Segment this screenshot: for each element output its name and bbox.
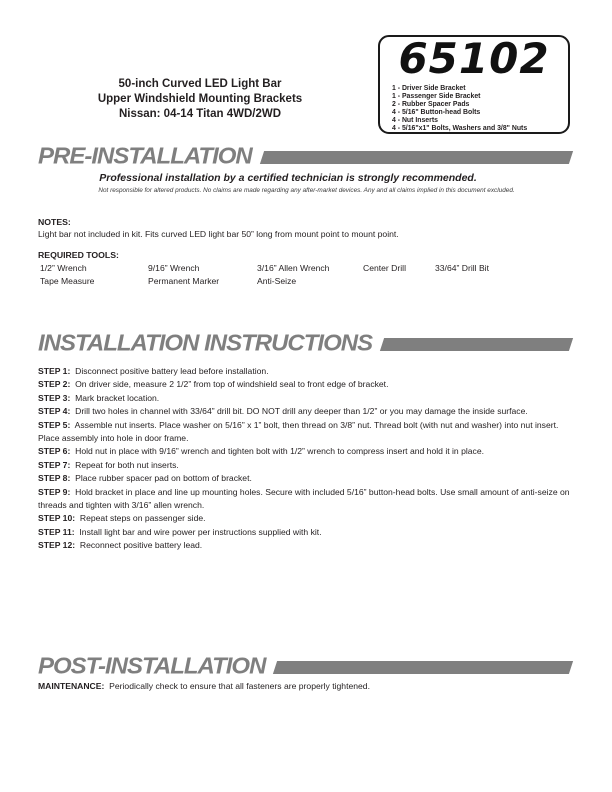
- maintenance-label: MAINTENANCE:: [38, 681, 105, 691]
- tools-row-2: [0, 276, 612, 288]
- step-text: On driver side, measure 2 1/2” from top of windshield seal to front edge of bracket.: [75, 379, 389, 390]
- step-9: [38, 486, 575, 513]
- tool-item: Permanent Marker: [148, 276, 220, 286]
- product-title-line3: Nissan: 04-14 Titan 4WD/2WD: [118, 108, 282, 120]
- required-tools-label: REQUIRED TOOLS:: [38, 250, 119, 260]
- step-text: Repeat for both nut inserts.: [75, 459, 179, 470]
- step-10: [38, 512, 575, 525]
- step-text: Hold nut in place with 9/16” wrench and tighten bolt with 1/2” wrench to compress insert and hold it in place.: [75, 446, 485, 457]
- maintenance-text: Periodically check to ensure that all fasteners are properly tightened.: [109, 681, 370, 691]
- product-title-line1: 50-inch Curved LED Light Bar: [118, 78, 282, 90]
- step-text: Disconnect positive battery lead before installation.: [75, 366, 269, 376]
- step-label: STEP 4:: [38, 406, 71, 417]
- parts-list-item: 4 - Nut Inserts: [392, 117, 438, 124]
- step-label: STEP 9:: [38, 486, 71, 497]
- step-label: STEP 8:: [38, 473, 71, 484]
- tool-item: 33/64” Drill Bit: [435, 263, 489, 273]
- tool-item: 1/2” Wrench: [40, 263, 87, 273]
- step-4: [38, 405, 575, 418]
- parts-list-item: 2 - Rubber Spacer Pads: [392, 101, 470, 108]
- step-text: Mark bracket location.: [75, 392, 160, 403]
- disclaimer-text: Not responsible for altered products. No claims are made regarding any after-market devices. Any and all claims implied in this document excluded.: [98, 187, 515, 194]
- step-label: STEP 7:: [38, 459, 71, 470]
- step-label: STEP 3:: [38, 392, 71, 403]
- parts-list: [392, 85, 564, 133]
- step-label: STEP 6:: [38, 446, 71, 457]
- parts-list-item: 1 - Driver Side Bracket: [392, 85, 466, 92]
- header-bar: [273, 661, 573, 674]
- step-text: Repeat steps on passenger side.: [79, 513, 206, 524]
- step-text: Install light bar and wire power per instructions supplied with kit.: [79, 526, 322, 537]
- step-label: STEP 1:: [38, 366, 71, 376]
- step-7: [38, 459, 575, 472]
- parts-list-item: 1 - Passenger Side Bracket: [392, 93, 481, 100]
- step-text: Place rubber spacer pad on bottom of bracket.: [75, 473, 252, 484]
- section-title: INSTALLATION INSTRUCTIONS: [38, 330, 373, 357]
- recommendation-text: Professional installation by a certified technician is strongly recommended.: [99, 172, 477, 184]
- step-8: [38, 472, 575, 485]
- step-text: Hold bracket in place and line up mounting holes. Secure with included 5/16” button-head bolts. Use small amount of anti-seize on threads and tighten with 3/16” allen wrench.: [38, 486, 570, 511]
- tool-item: 3/16” Allen Wrench: [257, 263, 330, 273]
- section-header-installation-instructions: [38, 332, 575, 356]
- section-title: PRE-INSTALLATION: [38, 143, 252, 170]
- notes-label: NOTES:: [38, 217, 71, 227]
- step-2: [38, 378, 575, 391]
- parts-list-item: 4 - 5/16"x1" Bolts, Washers and 3/8" Nuts: [392, 125, 528, 132]
- step-6: [38, 445, 575, 458]
- step-label: STEP 10:: [38, 513, 76, 524]
- step-label: STEP 5:: [38, 419, 71, 430]
- step-5: [38, 419, 575, 446]
- step-text: Assemble nut inserts. Place washer on 5/16” x 1” bolt, then thread on 3/8” nut. Thread bolt (with nut and washer) into nut insert. Place assembly into hole in door frame.: [38, 419, 559, 444]
- step-1: [38, 365, 575, 378]
- step-text: Drill two holes in channel with 33/64” drill bit. DO NOT drill any deeper than 1/2” or you may damage the inside surface.: [75, 406, 528, 417]
- section-header-pre-installation: [38, 145, 575, 169]
- product-title-line2: Upper Windshield Mounting Brackets: [97, 93, 303, 105]
- maintenance-note: [38, 681, 575, 691]
- product-title: [35, 77, 365, 122]
- step-text: Reconnect positive battery lead.: [79, 540, 203, 551]
- step-label: STEP 11:: [38, 526, 75, 537]
- step-label: STEP 12:: [38, 540, 76, 551]
- tools-row-1: [0, 263, 612, 275]
- parts-list-item: 4 - 5/16" Button-head Bolts: [392, 109, 481, 116]
- header-bar: [260, 151, 573, 164]
- tool-item: Anti-Seize: [257, 276, 297, 286]
- step-3: [38, 392, 575, 405]
- tool-item: Tape Measure: [40, 276, 95, 286]
- part-number: 65102: [398, 34, 550, 83]
- tool-item: 9/16” Wrench: [148, 263, 200, 273]
- step-label: STEP 2:: [38, 379, 71, 390]
- section-header-post-installation: [38, 655, 575, 679]
- notes-text: Light bar not included in kit. Fits curved LED light bar 50” long from mount point to mount point.: [38, 229, 399, 239]
- part-number-box: [378, 35, 570, 134]
- step-11: [38, 526, 575, 539]
- section-title: POST-INSTALLATION: [38, 653, 266, 680]
- tool-item: Center Drill: [363, 263, 406, 273]
- step-12: [38, 539, 575, 552]
- installation-steps: [38, 365, 575, 553]
- header-bar: [380, 338, 573, 351]
